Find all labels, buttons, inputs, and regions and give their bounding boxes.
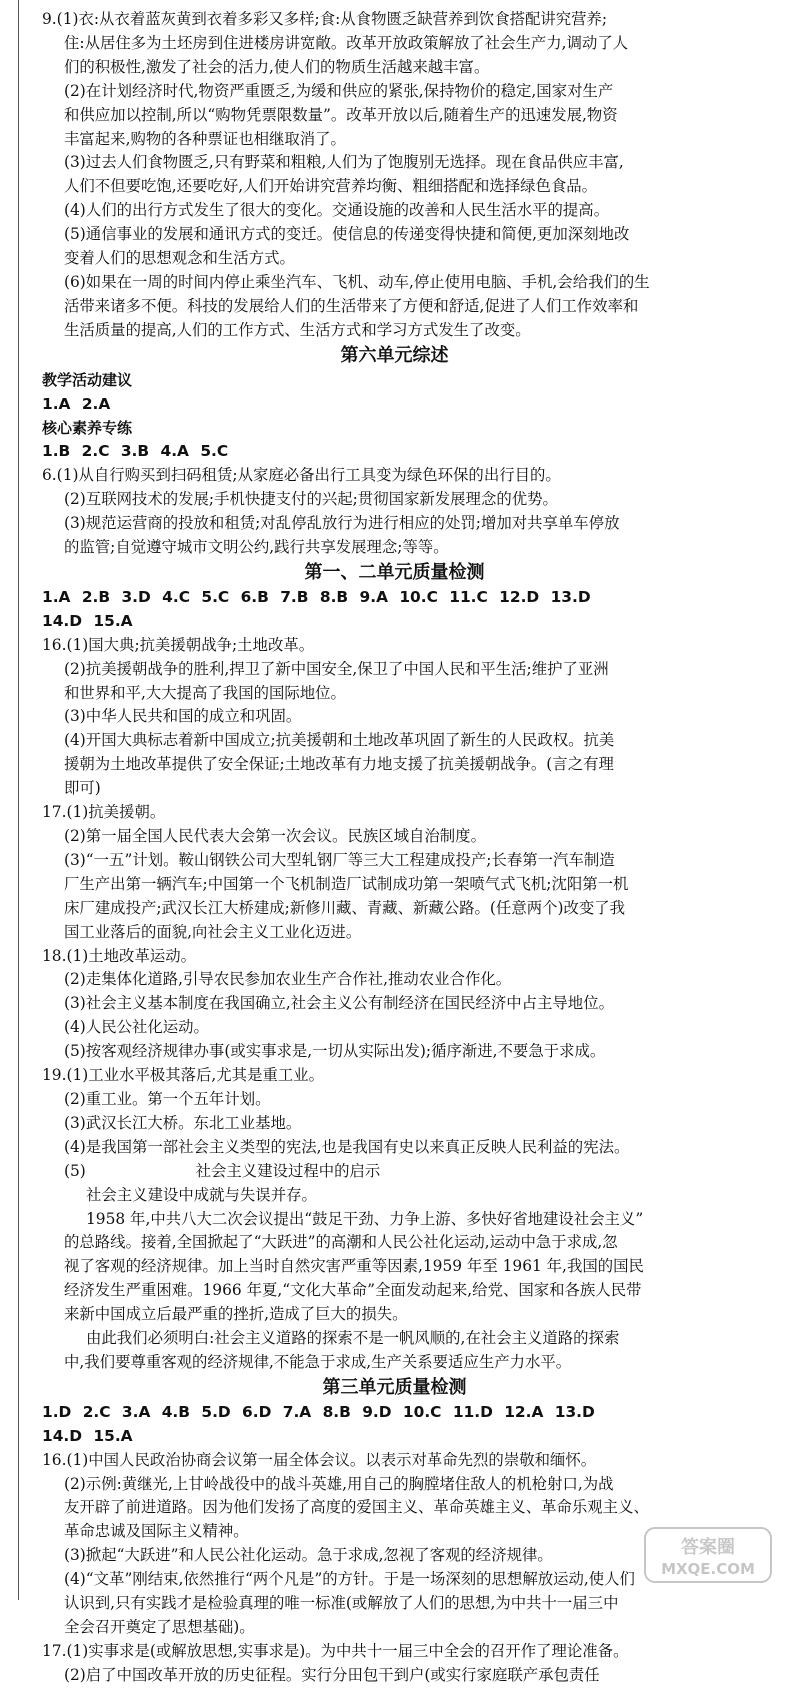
q9-line: (3)过去人们食物匮乏,只有野菜和粗粮,人们为了饱腹别无选择。现在食品供应丰富,: [64, 153, 624, 172]
q9-line: 丰富起来,购物的各种票证也相继取消了。: [64, 129, 346, 148]
unit3-question-17: [42, 1640, 747, 1688]
unit3-choice-answers: 1.D 2.C 3.A 4.B 5.D 6.D 7.A 8.B 9.D 10.C 11.D 12.A 13.D: [42, 1402, 595, 1421]
q6-line: (3)规范运营商的投放和租赁;对乱停乱放行为进行相应的处罚;增加对共享单车停放: [64, 514, 620, 533]
q9-line: 活带来诸多不便。科技的发展给人们的生活带来了方便和舒适,促进了人们工作效率和: [64, 296, 639, 315]
unit6-subheading-core: 核心素养专练: [42, 418, 133, 437]
q6-line: 的监管;自觉遵守城市文明公约,践行共享发展理念;等等。: [64, 538, 449, 557]
q16-line: (4)开国大典标志着新中国成立;抗美援朝和土地改革巩固了新生的人民政权。抗美: [64, 731, 615, 750]
q16-line: 援朝为土地改革提供了安全保证;土地改革有力地支援了抗美援朝战争。(言之有理: [64, 755, 614, 774]
essay-line: 的总路线。接着,全国掀起了“大跃进”的高潮和人民公社化运动,运动中急于求成,忽: [64, 1233, 618, 1252]
answer-content: [42, 8, 747, 1688]
svg-text:答案圈: 答案圈: [681, 1537, 735, 1558]
q19-line: (2)重工业。第一个五年计划。: [64, 1089, 271, 1108]
unit3-question-16: [42, 1449, 747, 1640]
unit12-choice-answers: 14.D 15.A: [42, 611, 133, 630]
q18-line: (3)社会主义基本制度在我国确立,社会主义公有制经济在国民经济中占主导地位。: [64, 994, 614, 1013]
u3q16-line: 全会召开奠定了思想基础)。: [64, 1618, 255, 1636]
unit6-subheading-activity: 教学活动建议: [42, 370, 133, 389]
q19-part5-label: (5): [64, 1161, 86, 1180]
q9-line: (6)如果在一周的时间内停止乘坐汽车、飞机、动车,停止使用电脑、手机,会给我们的生: [64, 272, 650, 291]
q18-line: (2)走集体化道路,引导农民参加农业生产合作社,推动农业合作化。: [64, 970, 512, 989]
q17-line: (3)“一五”计划。鞍山钢铁公司大型轧钢厂等三大工程建成投产;长春第一汽车制造: [64, 850, 615, 869]
q9-line: 住:从居住多为土坯房到住进楼房讲宽敞。改革开放政策解放了社会生产力,调动了人: [64, 33, 629, 52]
unit3-choice-answers: 14.D 15.A: [42, 1426, 133, 1445]
q9-line: 9.(1)衣:从衣着蓝灰黄到衣着多彩又多样;食:从食物匮乏缺营养到饮食搭配讲究营养;: [42, 10, 608, 28]
essay-title: 社会主义建设过程中的启示: [195, 1161, 381, 1180]
unit6-core-answers: 1.B 2.C 3.B 4.A 5.C: [42, 442, 229, 461]
unit12-question-17: [42, 801, 747, 944]
q17-line: 厂生产出第一辆汽车;中国第一个飞机制造厂试制成功第一架喷气式飞机;沈阳第一机: [64, 874, 629, 893]
essay-line: 社会主义建设中成就与失误并存。: [86, 1185, 317, 1204]
q9-line: 变着人们的思想观念和生活方式。: [64, 249, 295, 268]
unit12-choice-answers: 1.A 2.B 3.D 4.C 5.C 6.B 7.B 8.B 9.A 10.C 11.C 12.D 13.D: [42, 587, 591, 606]
q16-line: (2)抗美援朝战争的胜利,捍卫了新中国安全,保卫了中国人民和平生活;维护了亚洲: [64, 659, 609, 678]
u3q16-line: 友开辟了前进道路。因为他们发扬了高度的爱国主义、革命英雄主义、革命乐观主义、: [64, 1498, 649, 1517]
unit6-heading: 第六单元综述: [340, 344, 449, 366]
essay-line: 视了客观的经济规律。加上当时自然灾害严重等因素,1959 年至 1961 年,我国的国民: [64, 1257, 644, 1276]
q19-line: 19.(1)工业水平极其落后,尤其是重工业。: [42, 1066, 325, 1085]
q16-line: 和世界和平,大大提高了我国的国际地位。: [64, 683, 346, 702]
unit12-question-16: [42, 634, 747, 801]
essay-line: 1958 年,中共八大二次会议提出“鼓足干劲、力争上游、多快好省地建设社会主义”: [86, 1209, 644, 1228]
q6-line: (2)互联网技术的发展;手机快捷支付的兴起;贯彻国家新发展理念的优势。: [64, 490, 558, 509]
unit12-heading: 第一、二单元质量检测: [304, 561, 485, 583]
essay-line: 来新中国成立后最严重的挫折,造成了巨大的损失。: [64, 1305, 408, 1324]
unit6-activity-answers: 1.A 2.A: [42, 394, 111, 413]
unit3-heading: 第三单元质量检测: [322, 1376, 467, 1398]
svg-text:MXQE.COM: MXQE.COM: [661, 1560, 755, 1578]
unit6-question-6: [42, 464, 747, 560]
u3q16-line: 革命忠诚及国际主义精神。: [64, 1522, 249, 1541]
unit12-question-18: [42, 945, 747, 1065]
q18-line: (5)按客观经济规律办事(或实事求是,一切从实际出发);循序渐进,不要急于求成。: [64, 1042, 606, 1061]
q19-line: (4)是我国第一部社会主义类型的宪法,也是我国有史以来真正反映人民利益的宪法。: [64, 1137, 630, 1156]
question-9: [42, 8, 747, 343]
q9-line: 生活质量的提高,人们的工作方式、生活方式和学习方式发生了改变。: [64, 320, 531, 339]
q17-line: 床厂建成投产;武汉长江大桥建成;新修川藏、青藏、新藏公路。(任意两个)改变了我: [64, 898, 626, 917]
q9-line: (4)人们的出行方式发生了很大的变化。交通设施的改善和人民生活水平的提高。: [64, 201, 610, 220]
q9-line: (5)通信事业的发展和通讯方式的变迁。使信息的传递变得快捷和简便,更加深刻地改: [64, 225, 630, 244]
q9-line: 人们不但要吃饱,还要吃好,人们开始讲究营养均衡、粗细搭配和选择绿色食品。: [64, 177, 598, 196]
q6-line: 6.(1)从自行购买到扫码租赁;从家庭必备出行工具变为绿色环保的出行目的。: [42, 466, 561, 485]
essay-line: 经济发生严重困难。1966 年夏,“文化大革命”全面发动起来,给党、国家和各族人民带: [64, 1281, 642, 1300]
watermark-logo: [643, 1526, 773, 1584]
left-margin-rule: [18, 0, 19, 1600]
q16-line: (3)中华人民共和国的成立和巩固。: [64, 707, 302, 726]
q17-line: 国工业落后的面貌,向社会主义工业化迈进。: [64, 922, 362, 941]
u3q17-line: (2)启了中国改革开放的历史征程。实行分田包干到户(或实行家庭联产承包责任: [64, 1665, 600, 1684]
essay-line: 中,我们要尊重客观的经济规律,不能急于求成,生产关系要适应生产力水平。: [64, 1352, 572, 1371]
q17-line: 17.(1)抗美援朝。: [42, 803, 166, 822]
essay-line: 由此我们必须明白:社会主义道路的探索不是一帆风顺的,在社会主义道路的探索: [86, 1329, 620, 1348]
u3q16-line: 认识到,只有实践才是检验真理的唯一标准(或解放了人们的思想,为中共十一届三中: [64, 1594, 619, 1613]
unit12-question-19: [42, 1064, 747, 1375]
u3q16-line: (4)“文革”刚结束,依然推行“两个凡是”的方针。于是一场深刻的思想解放运动,使人们: [64, 1570, 635, 1589]
q19-part5-header: [42, 1160, 747, 1184]
q9-line: 们的积极性,激发了社会的活力,使人们的物质生活越来越丰富。: [64, 57, 490, 76]
q9-line: 和供应加以控制,所以“购物凭票限数量”。改革开放以后,随着生产的迅速发展,物资: [64, 105, 618, 124]
q17-line: (2)第一届全国人民代表大会第一次会议。民族区域自治制度。: [64, 827, 486, 845]
u3q16-line: (2)示例:黄继光,上甘岭战役中的战斗英雄,用自己的胸膛堵住敌人的机枪射口,为战: [64, 1474, 614, 1493]
u3q16-line: 16.(1)中国人民政治协商会议第一届全体会议。以表示对革命先烈的崇敬和缅怀。: [42, 1450, 597, 1469]
q18-line: 18.(1)土地改革运动。: [42, 946, 197, 965]
q18-line: (4)人民公社化运动。: [64, 1018, 209, 1037]
q16-line: 即可): [64, 779, 101, 798]
u3q16-line: (3)掀起“大跃进”和人民公社化运动。急于求成,忽视了客观的经济规律。: [64, 1546, 553, 1565]
q16-line: 16.(1)国大典;抗美援朝战争;土地改革。: [42, 635, 315, 654]
q9-line: (2)在计划经济时代,物资严重匮乏,为缓和供应的紧张,保持物价的稳定,国家对生产: [64, 81, 614, 100]
u3q17-line: 17.(1)实事求是(或解放思想,实事求是)。为中共十一届三中全会的召开作了理论准备。: [42, 1641, 629, 1660]
q19-line: (3)武汉长江大桥。东北工业基地。: [64, 1113, 302, 1132]
